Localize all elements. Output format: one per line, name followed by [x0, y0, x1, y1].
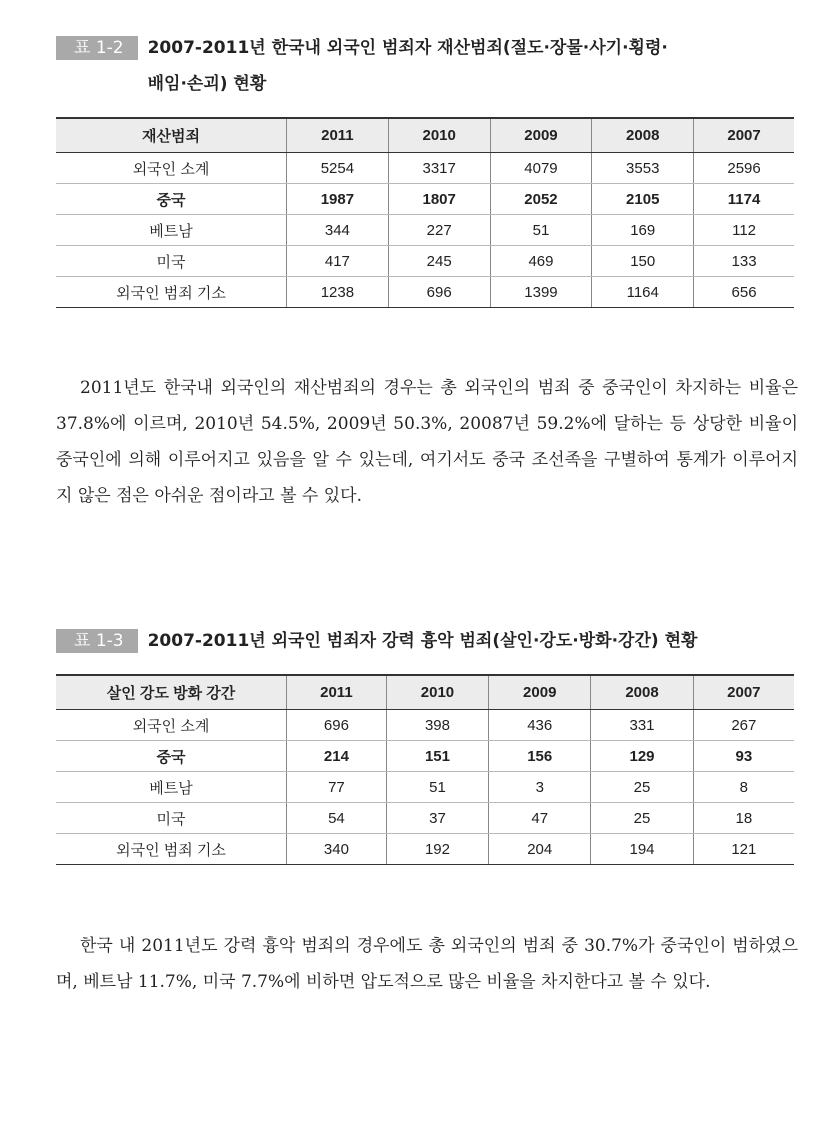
table1-header-cell: 재산범죄 — [56, 118, 287, 153]
table1-caption — [56, 35, 668, 102]
table-row — [56, 246, 794, 277]
table-row — [56, 215, 794, 246]
table-cell: 3317 — [388, 153, 490, 184]
table-row — [56, 710, 794, 741]
table-cell: 외국인 소계 — [56, 153, 287, 184]
table-cell: 151 — [386, 741, 488, 772]
table-cell: 18 — [693, 803, 794, 834]
table2-header-cell: 2007 — [693, 675, 794, 710]
table-cell: 150 — [592, 246, 694, 277]
table-row — [56, 834, 794, 865]
table-cell: 267 — [693, 710, 794, 741]
table2-title — [148, 623, 698, 659]
table-cell: 129 — [591, 741, 693, 772]
table-cell: 340 — [287, 834, 387, 865]
table1 — [56, 117, 794, 308]
table1-header-cell: 2009 — [490, 118, 592, 153]
table-cell: 1399 — [490, 277, 592, 308]
table-cell: 2052 — [490, 184, 592, 215]
table-cell: 외국인 범죄 기소 — [56, 277, 287, 308]
table-cell: 51 — [386, 772, 488, 803]
table-cell: 417 — [287, 246, 389, 277]
table-cell: 중국 — [56, 184, 287, 215]
table-cell: 2596 — [694, 153, 794, 184]
table1-header-cell: 2008 — [592, 118, 694, 153]
table-cell: 2105 — [592, 184, 694, 215]
table1-header-cell: 2010 — [388, 118, 490, 153]
table1-header-cell: 2011 — [287, 118, 389, 153]
table-cell: 1987 — [287, 184, 389, 215]
table2-tag: 표 1-3 — [56, 629, 138, 653]
table-row — [56, 153, 794, 184]
table-cell: 398 — [386, 710, 488, 741]
table-cell: 112 — [694, 215, 794, 246]
table-cell: 1238 — [287, 277, 389, 308]
table-cell: 696 — [388, 277, 490, 308]
table-row — [56, 803, 794, 834]
table2 — [56, 674, 794, 865]
table-cell: 외국인 범죄 기소 — [56, 834, 287, 865]
table-cell: 331 — [591, 710, 693, 741]
table-cell: 외국인 소계 — [56, 710, 287, 741]
table-cell: 54 — [287, 803, 387, 834]
table1-header-cell: 2007 — [694, 118, 794, 153]
table2-header-row — [56, 675, 794, 710]
table-cell: 4079 — [490, 153, 592, 184]
table-cell: 8 — [693, 772, 794, 803]
table2-header-cell: 2008 — [591, 675, 693, 710]
table-cell: 77 — [287, 772, 387, 803]
table-cell: 696 — [287, 710, 387, 741]
table-cell: 1174 — [694, 184, 794, 215]
table-cell: 중국 — [56, 741, 287, 772]
table-row — [56, 741, 794, 772]
table-cell: 469 — [490, 246, 592, 277]
table-row — [56, 772, 794, 803]
table1-title — [148, 30, 668, 102]
table-cell: 169 — [592, 215, 694, 246]
table-cell: 25 — [591, 772, 693, 803]
table2-caption — [56, 628, 697, 659]
table-cell: 5254 — [287, 153, 389, 184]
body-paragraph-1 — [56, 370, 798, 514]
table2-header-cell: 2009 — [489, 675, 591, 710]
table2-header-cell: 살인 강도 방화 강간 — [56, 675, 287, 710]
table-cell: 156 — [489, 741, 591, 772]
table-cell: 656 — [694, 277, 794, 308]
table-cell: 121 — [693, 834, 794, 865]
table-cell: 1164 — [592, 277, 694, 308]
table1-title-line2: 배임·손괴) 현황 — [147, 74, 267, 94]
table-row — [56, 277, 794, 308]
table-cell: 245 — [388, 246, 490, 277]
table-cell: 미국 — [56, 803, 287, 834]
table2-title-line1: 2007-2011년 외국인 범죄자 강력 흉악 범죄(살인·강도·방화·강간) 현황 — [147, 631, 698, 651]
table-cell: 37 — [386, 803, 488, 834]
table-cell: 1807 — [388, 184, 490, 215]
table-cell: 베트남 — [56, 772, 287, 803]
table-cell: 192 — [386, 834, 488, 865]
table2-header-cell: 2011 — [287, 675, 387, 710]
table-cell: 3 — [489, 772, 591, 803]
table1-header-row — [56, 118, 794, 153]
table-cell: 미국 — [56, 246, 287, 277]
table-cell: 베트남 — [56, 215, 287, 246]
table-cell: 47 — [489, 803, 591, 834]
table-cell: 194 — [591, 834, 693, 865]
paragraph-1-text: 2011년도 한국내 외국인의 재산범죄의 경우는 총 외국인의 범죄 중 중국인이 차지하는 비율은 37.8%에 이르며, 2010년 54.5%, 2009년 50.3%, 20087년 59.2%에 달하는 등 상당한 비율이 중국인에 의해 이루어지고 있음을 알 수 있는데, 여기서도 중국 조선족을 구별하여 통계가 이루어지지 않은 점은 아쉬운 점이라고 볼 수 있다. — [56, 378, 798, 506]
table-cell: 344 — [287, 215, 389, 246]
table1-tag: 표 1-2 — [56, 36, 138, 60]
table-row — [56, 184, 794, 215]
table-cell: 3553 — [592, 153, 694, 184]
paragraph-2-text: 한국 내 2011년도 강력 흉악 범죄의 경우에도 총 외국인의 범죄 중 30.7%가 중국인이 범하였으며, 베트남 11.7%, 미국 7.7%에 비하면 압도적으로 많은 비율을 차지한다고 볼 수 있다. — [56, 936, 798, 992]
table-cell: 227 — [388, 215, 490, 246]
table-cell: 93 — [693, 741, 794, 772]
table2-header-cell: 2010 — [386, 675, 488, 710]
body-paragraph-2 — [56, 928, 798, 1000]
table-cell: 133 — [694, 246, 794, 277]
table1-title-line1: 2007-2011년 한국내 외국인 범죄자 재산범죄(절도·장물·사기·횡령· — [147, 38, 668, 58]
table-cell: 214 — [287, 741, 387, 772]
table-cell: 204 — [489, 834, 591, 865]
table-cell: 25 — [591, 803, 693, 834]
table-cell: 51 — [490, 215, 592, 246]
table-cell: 436 — [489, 710, 591, 741]
